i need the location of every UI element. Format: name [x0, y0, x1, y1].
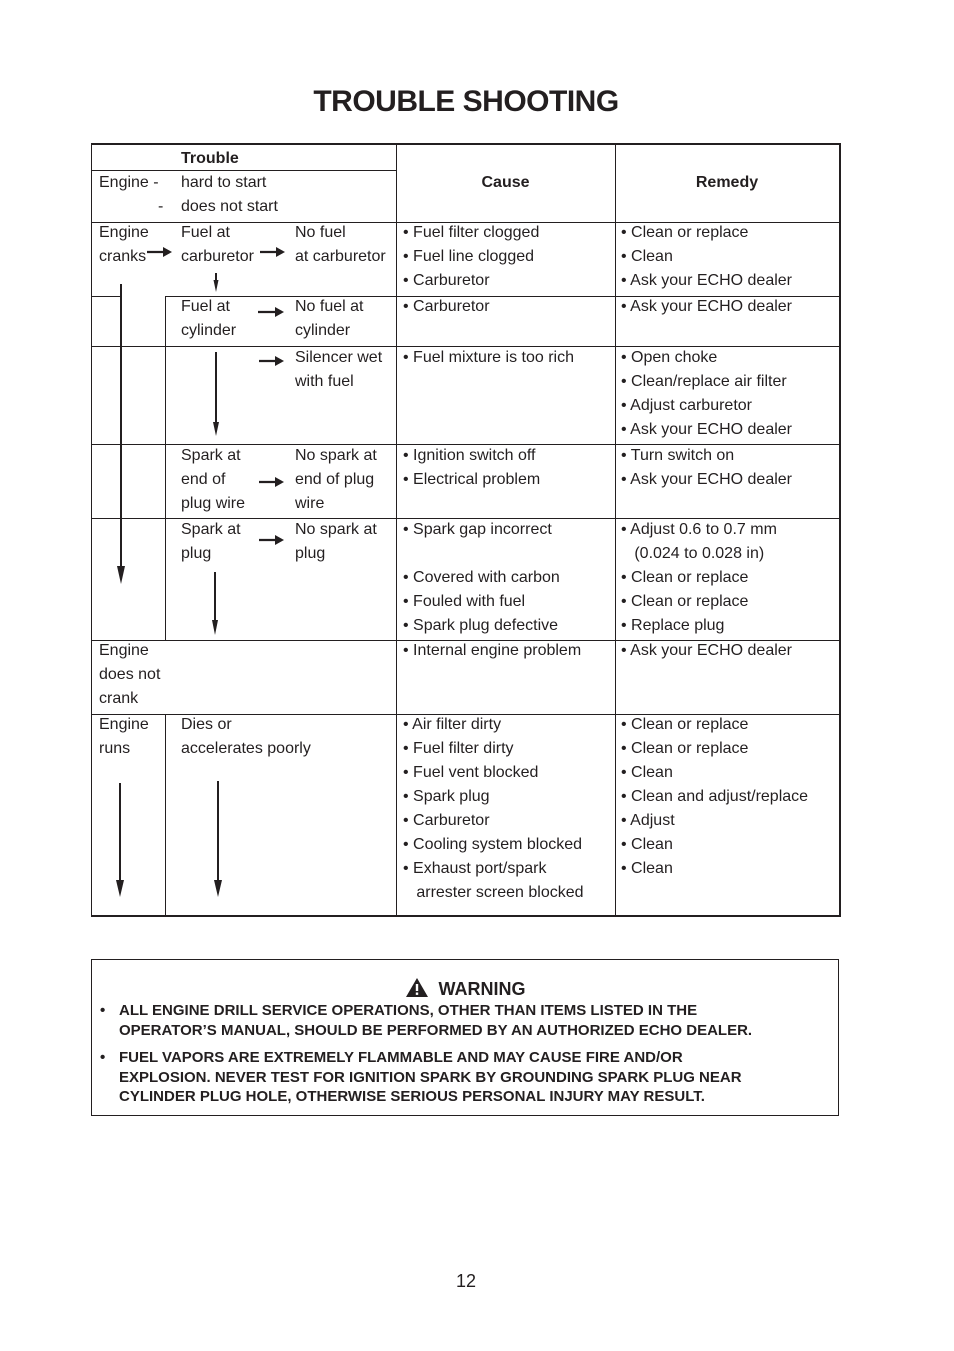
cell-line: Fuel at: [181, 224, 230, 241]
cell-line: end of plug: [295, 471, 375, 488]
cell-line: crank: [99, 690, 139, 707]
remedy-item: • Clean and adjust/replace: [621, 788, 809, 805]
cause-item: • Fuel mixture is too rich: [403, 349, 574, 366]
cause-item: • Fuel line clogged: [403, 248, 535, 265]
cell-line: plug wire: [181, 495, 246, 512]
warning-line: EXPLOSION. NEVER TEST FOR IGNITION SPARK BY GROUNDING SPARK PLUG NEAR: [119, 1068, 742, 1086]
remedy-item: • Ask your ECHO dealer: [621, 471, 792, 488]
down-arrowhead: [214, 280, 219, 292]
cause-item: • Spark gap incorrect: [403, 521, 552, 538]
cell-line: at carburetor: [295, 248, 386, 265]
cell-line: end of: [181, 471, 226, 488]
cell-line: Fuel at: [181, 298, 230, 315]
bullet: •: [100, 1002, 106, 1019]
right-arrowhead: [275, 307, 284, 317]
cause-item: • Carburetor: [403, 272, 490, 289]
cell-line: cylinder: [295, 322, 351, 339]
cell-line: Engine: [99, 642, 149, 659]
warning-triangle-icon: [405, 977, 429, 998]
cell-line: No fuel at: [295, 298, 364, 315]
header-cause: Cause: [481, 174, 530, 191]
cell-line: No fuel: [295, 224, 346, 241]
cause-item: • Carburetor: [403, 298, 490, 315]
remedy-item: • Adjust 0.6 to 0.7 mm: [621, 521, 777, 538]
bullet: •: [100, 1049, 106, 1066]
remedy-item: • Replace plug: [621, 617, 725, 634]
warning-line: OPERATOR’S MANUAL, SHOULD BE PERFORMED BY AN AUTHORIZED ECHO DEALER.: [119, 1021, 753, 1039]
remedy-item: • Ask your ECHO dealer: [621, 642, 792, 659]
cause-item: • Fuel filter clogged: [403, 224, 540, 241]
header-trouble: Trouble: [181, 150, 239, 167]
cell-line: Engine: [99, 224, 149, 241]
header-engine-label: Engine -: [99, 174, 159, 191]
page-title: TROUBLE SHOOTING: [313, 85, 619, 118]
cause-item: • Spark plug: [403, 788, 490, 805]
warning-title: WARNING: [438, 979, 526, 999]
remedy-item: • Ask your ECHO dealer: [621, 272, 792, 289]
cell-line: carburetor: [181, 248, 254, 265]
right-arrowhead: [276, 247, 285, 257]
warning-box: [91, 959, 839, 1116]
remedy-item: • Turn switch on: [621, 447, 735, 464]
cause-item: • Spark plug defective: [403, 617, 559, 634]
cause-item: • Cooling system blocked: [403, 836, 583, 853]
right-arrowhead: [163, 247, 172, 257]
remedy-item: • Clean: [621, 764, 673, 781]
warning-heading: [92, 977, 838, 1000]
cell-line: Engine: [99, 716, 149, 733]
remedy-item: • Clean or replace: [621, 740, 749, 757]
cause-item: • Ignition switch off: [403, 447, 536, 464]
cause-item: • Fuel vent blocked: [403, 764, 539, 781]
cell-line: plug: [181, 545, 212, 562]
cause-item: • Fuel filter dirty: [403, 740, 514, 757]
cell-line: with fuel: [295, 373, 354, 390]
cause-item: arrester screen blocked: [403, 884, 584, 901]
down-arrowhead: [212, 620, 218, 635]
cell-line: wire: [295, 495, 325, 512]
remedy-item: • Clean or replace: [621, 593, 749, 610]
cell-line: Spark at: [181, 447, 241, 464]
cause-item: • Carburetor: [403, 812, 490, 829]
remedy-item: • Ask your ECHO dealer: [621, 298, 792, 315]
cell-line: No spark at: [295, 521, 377, 538]
down-arrowhead: [117, 566, 125, 584]
remedy-item: • Clean/replace air filter: [621, 373, 787, 390]
header-dash: -: [158, 198, 164, 215]
remedy-item: • Ask your ECHO dealer: [621, 421, 792, 438]
cell-line: accelerates poorly: [181, 740, 311, 757]
cell-line: runs: [99, 740, 131, 757]
remedy-item: • Clean: [621, 860, 673, 877]
cause-item: • Exhaust port/spark: [403, 860, 547, 877]
cause-item: • Covered with carbon: [403, 569, 560, 586]
cell-line: No spark at: [295, 447, 377, 464]
cell-line: plug: [295, 545, 326, 562]
remedy-item: • Clean or replace: [621, 716, 749, 733]
remedy-item: • Adjust: [621, 812, 675, 829]
cause-item: • Air filter dirty: [403, 716, 502, 733]
cell-line: cranks: [99, 248, 147, 265]
right-arrowhead: [275, 535, 284, 545]
warning-item-text: [119, 1048, 828, 1107]
remedy-item: • Clean: [621, 836, 673, 853]
header-does-not-start: does not start: [181, 198, 278, 215]
down-arrowhead: [213, 422, 219, 436]
remedy-item: • Open choke: [621, 349, 718, 366]
cell-line: cylinder: [181, 322, 237, 339]
right-arrowhead: [275, 477, 284, 487]
cell-line: Silencer wet: [295, 349, 383, 366]
cause-item: • Fouled with fuel: [403, 593, 526, 610]
warning-line: CYLINDER PLUG HOLE, OTHERWISE SERIOUS PERSONAL INJURY MAY RESULT.: [119, 1088, 705, 1105]
cause-item: • Electrical problem: [403, 471, 541, 488]
down-arrowhead: [116, 880, 124, 897]
cell-line: does not: [99, 666, 161, 683]
remedy-item: • Adjust carburetor: [621, 397, 752, 414]
cell-line: Dies or: [181, 716, 232, 733]
cause-item: • Internal engine problem: [403, 642, 582, 659]
remedy-item: • Clean: [621, 248, 673, 265]
down-arrowhead: [214, 880, 222, 897]
page-number: 12: [455, 1271, 477, 1291]
remedy-item: • Clean or replace: [621, 224, 749, 241]
warning-line: ALL ENGINE DRILL SERVICE OPERATIONS, OTHER THAN ITEMS LISTED IN THE: [119, 1002, 698, 1019]
warning-line: FUEL VAPORS ARE EXTREMELY FLAMMABLE AND MAY CAUSE FIRE AND/OR: [119, 1049, 683, 1066]
header-hard-to-start: hard to start: [181, 174, 267, 191]
right-arrowhead: [275, 356, 284, 366]
header-remedy: Remedy: [695, 174, 759, 191]
cell-line: Spark at: [181, 521, 241, 538]
remedy-item: (0.024 to 0.028 in): [621, 545, 765, 562]
warning-item-text: [119, 1001, 828, 1040]
remedy-item: • Clean or replace: [621, 569, 749, 586]
